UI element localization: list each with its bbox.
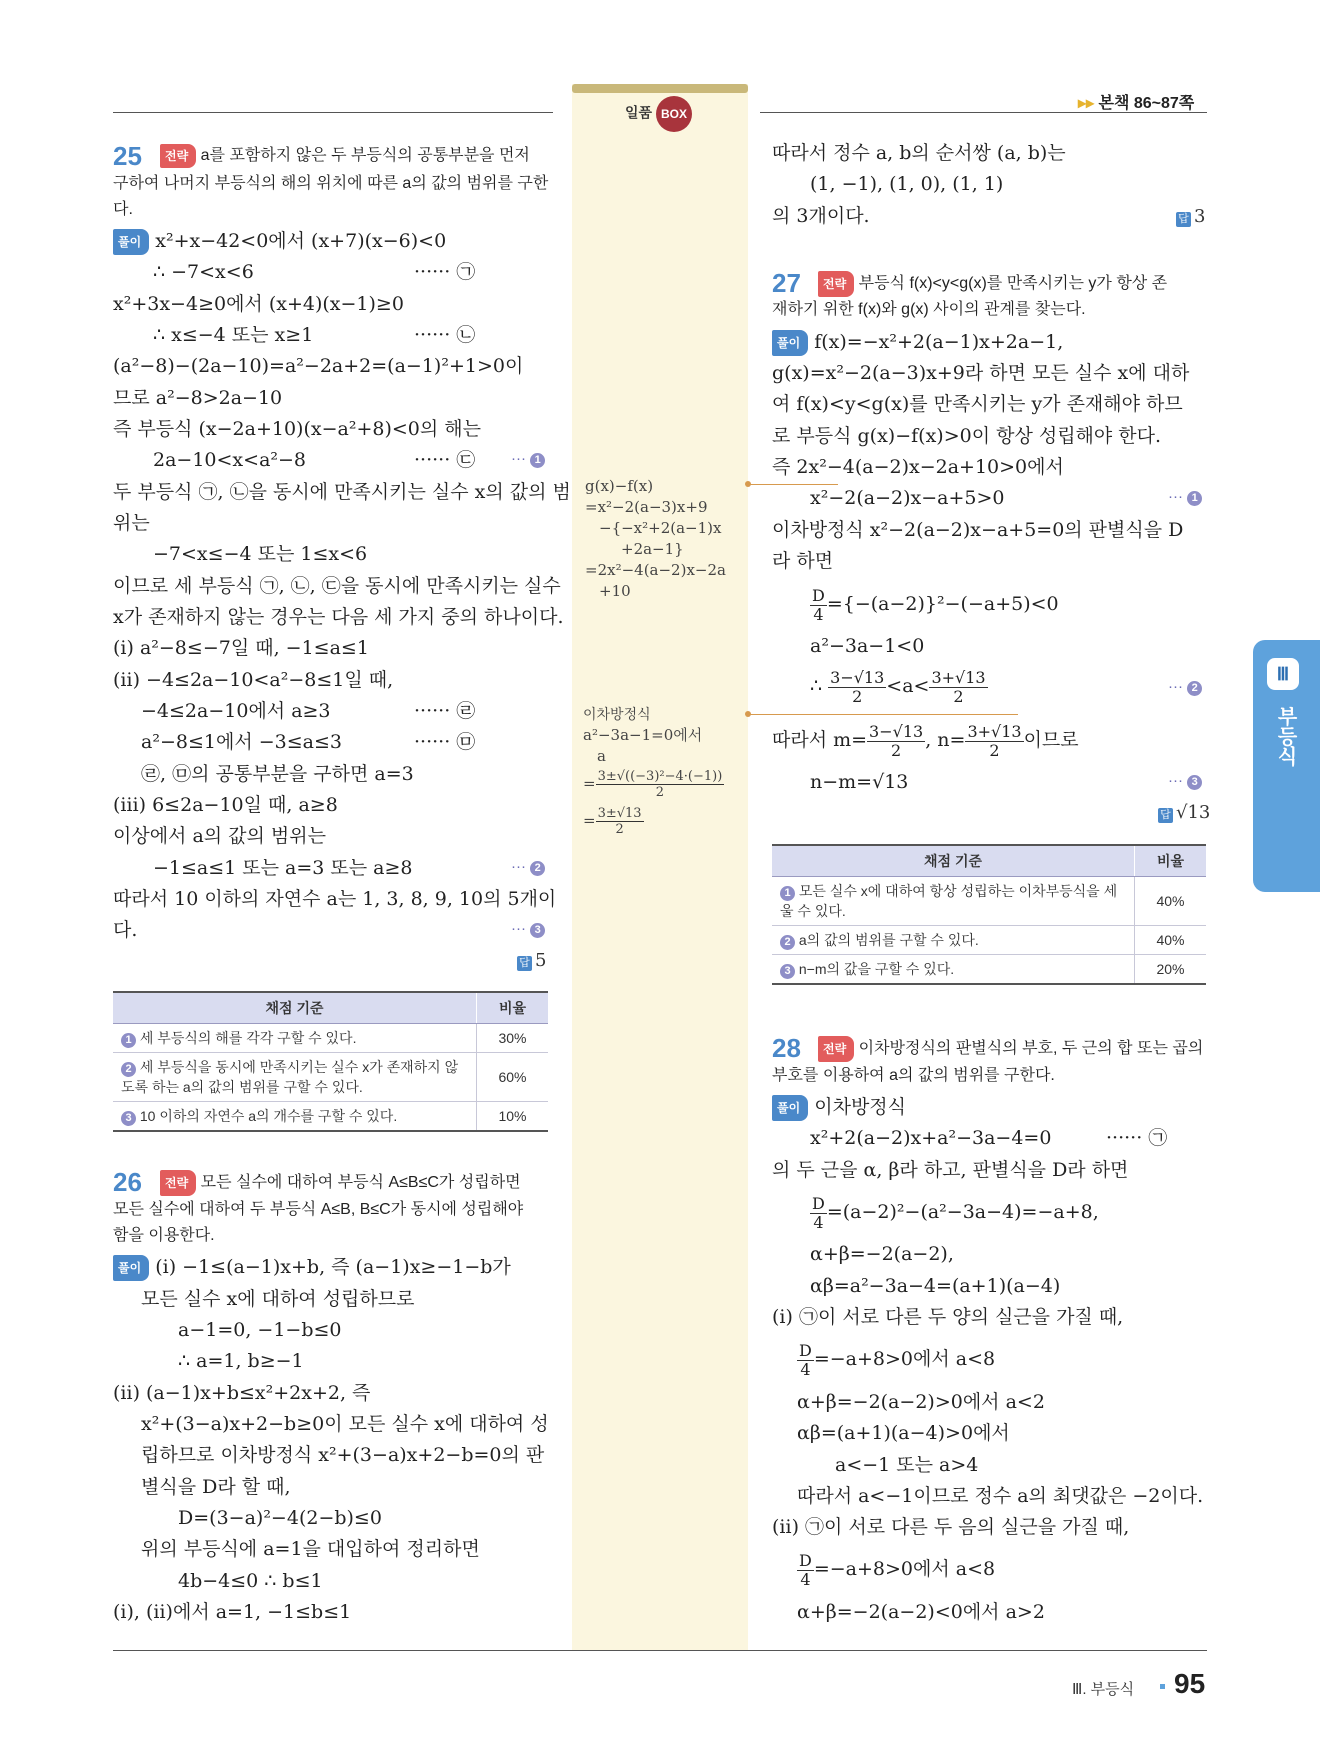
p25-line-22: 다. [113,919,138,941]
p25-line-14: (ⅱ) −4≤2a−10<a²−8≤1일 때, [113,669,394,691]
p26-line-6: 립하므로 이차방정식 x²+(3−a)x+2−b=0의 판 [141,1444,545,1466]
frac-num: 3−√13 [830,667,885,687]
p28-line-13-text: =−a+8>0에서 a<8 [813,1558,996,1580]
side-note-dot-1 [745,481,751,487]
p25-line-5: 므로 a²−8>2a−10 [113,387,283,409]
table-row [113,1102,548,1132]
p28-line-10: a<−1 또는 a>4 [835,1454,979,1476]
frac-den: 2 [953,686,964,706]
p25-line-0-text: x²+x−42<0에서 (x+7)(x−6)<0 [155,230,447,252]
p27-line-4: 즉 2x²−4(a−2)x−2a+10>0에서 [772,456,1064,478]
criteria-cell [113,1024,477,1053]
p25-line-17: ㉣, ㉤의 공통부분을 구하면 a=3 [141,763,414,785]
p26-line-5: x²+(3−a)x+2−b≥0이 모든 실수 x에 대하여 성 [141,1413,549,1435]
p28-line-3-text: =(a−2)²−(a²−3a−4)=−a+8, [826,1201,1099,1223]
frac-num: 3+√13 [931,667,986,687]
page-reference [1078,90,1194,113]
p26-cont-line-0: 따라서 정수 a, b의 순서쌍 (a, b)는 [772,142,1066,164]
p25-sol-tag: 풀이 [113,229,149,255]
p26-line-11: (ⅰ), (ⅱ)에서 a=1, −1≤b≤1 [113,1601,352,1623]
p25-grading-table [113,991,548,1132]
table-header-criteria: 채점 기준 [113,992,477,1024]
p25-line-12: x가 존재하지 않는 경우는 다음 세 가지 중의 하나이다. [113,606,564,628]
p26-answer-value: 3 [1194,206,1206,227]
p27-mark-2: ··· 2 [1168,678,1202,696]
p25-answer-value: 5 [535,950,547,971]
frac-den: 4 [800,1569,811,1589]
p25-answer [517,950,546,971]
frac-den: 4 [800,1359,811,1379]
ratio-cell: 40% [1135,877,1207,926]
mark-circle: 1 [530,453,545,468]
p28-line-2: 의 두 근을 α, β라 하고, 판별식을 D라 하면 [772,1159,1129,1181]
mark-circle: 1 [1187,491,1202,506]
p28-line-0 [772,1095,906,1121]
p25-line-11: 이므로 세 부등식 ㉠, ㉡, ㉢을 동시에 만족시키는 실수 [113,575,561,597]
frac-den: 2 [852,686,863,706]
side-note-2-num: 3±√((−3)²−4·(−1)) [597,769,723,784]
p25-line-2: x²+3x−4≥0에서 (x+4)(x−1)≥0 [113,293,404,315]
p25-strategy-line3: 다. [113,201,133,218]
table-header-ratio: 비율 [1135,845,1207,877]
side-note-2-frac-1: = $\frac{\text{3±√((−3)²−4·(−1))}}{2}$ [583,769,723,800]
criteria-text: 10 이하의 자연수 a의 개수를 구할 수 있다. [139,1108,398,1124]
p27-n-label: , n= [925,729,966,751]
table-row [113,1024,548,1053]
side-note-1-line: =x²−2(a−3)x+9 [585,498,708,516]
p26-cont-line-1: (1, −1), (1, 0), (1, 1) [810,173,1004,195]
p26-line-9: 위의 부등식에 a=1을 대입하여 정리하면 [141,1538,480,1560]
p26-answer [1176,206,1205,227]
p26-line-2: a−1=0, −1−b≤0 [178,1319,342,1341]
ratio-cell: 30% [477,1024,549,1053]
p28-line-8: α+β=−2(a−2)>0에서 a<2 [797,1391,1045,1413]
table-header-criteria: 채점 기준 [772,845,1135,877]
p26-line-0-text: (ⅰ) −1≤(a−1)x+b, 즉 (a−1)x≥−1−b가 [155,1256,511,1278]
p25-strategy-text1: a를 포함하지 않은 두 부등식의 공통부분을 먼저 [200,147,530,165]
side-note-2-line: a²−3a−1=0에서 [583,726,703,744]
p28-line-5: αβ=a²−3a−4=(a+1)(a−4) [810,1275,1061,1297]
side-note-connector-1 [748,484,838,485]
p26-line-1: 모든 실수 x에 대하여 성립하므로 [141,1288,415,1310]
p25-strategy-tag: 전략 [160,144,196,168]
p27-line-0 [772,330,1063,356]
p26-line-7: 별식을 D라 할 때, [141,1476,291,1498]
p28-line-0-text: 이차방정식 [814,1096,907,1118]
answer-icon: 답 [1158,808,1173,823]
chapter-tab[interactable] [1253,640,1320,892]
table-row [772,877,1206,926]
table-row [113,1053,548,1102]
p27-line-7: 라 하면 [772,550,834,572]
criteria-cell [113,1102,477,1132]
p25-line-6: 즉 부등식 (x−2a+10)(x−a²+8)<0의 해는 [113,418,481,440]
problem-25-number: 25 [113,141,142,171]
p28-strategy-line1 [818,1036,1203,1062]
p25-label-4: ······ ㉣ [414,700,476,722]
p26-strategy-line2: 모든 실수에 대하여 두 부등식 A≤B, B≤C가 동시에 성립해야 [113,1201,524,1218]
p28-line-14: α+β=−2(a−2)<0에서 a>2 [797,1601,1045,1623]
p26-cont-line-2: 의 3개이다. [772,205,870,227]
problem-26-number: 26 [113,1167,142,1197]
p27-line-5: x²−2(a−2)x−a+5>0 [810,487,1005,509]
p25-line-0 [113,229,446,255]
footer-dot [1160,1684,1165,1689]
table-row [772,955,1206,985]
p25-line-18: (ⅲ) 6≤2a−10일 때, a≥8 [113,794,338,816]
p25-line-15: −4≤2a−10에서 a≥3 [141,700,331,722]
p27-line-6: 이차방정식 x²−2(a−2)x−a+5=0의 판별식을 D [772,519,1184,541]
frac-den: 2 [989,740,1000,760]
side-note-1-line: −{−x²+2(a−1)x [599,519,722,537]
p28-line-11: 따라서 a<−1이므로 정수 a의 최댓값은 −2이다. [797,1485,1204,1507]
p27-sol-tag: 풀이 [772,330,808,356]
frac-num: D [799,1550,812,1570]
side-note-1 [585,476,726,602]
p25-mark-1: ··· 1 [511,450,545,468]
chapter-tab-roman: Ⅲ [1267,658,1299,690]
p25-strategy-line2: 구하여 나머지 부등식의 해의 위치에 따른 a의 값의 범위를 구한 [113,175,549,192]
page-number: 95 [1174,1668,1206,1699]
criteria-cell [772,926,1135,955]
p27-line-0-text: f(x)=−x²+2(a−1)x+2a−1, [814,331,1064,353]
p25-line-7: 2a−10<x<a²−8 [153,449,307,471]
row-number: 2 [121,1062,136,1077]
row-number: 1 [121,1033,136,1048]
p27-line-9: a²−3a−1<0 [810,635,925,657]
therefore: ∴ [810,675,823,697]
p26-line-0 [113,1255,511,1281]
p26-line-4: (ⅱ) (a−1)x+b≤x²+2x+2, 즉 [113,1382,371,1404]
p27-range-mid: <a< [886,675,930,697]
p28-line-6: (ⅰ) ㉠이 서로 다른 두 양의 실근을 가질 때, [772,1306,1124,1328]
p25-line-13: (ⅰ) a²−8≤−7일 때, −1≤a≤1 [113,637,369,659]
mark-circle: 3 [530,923,545,938]
p27-grading-table [772,844,1206,985]
ratio-cell: 40% [1135,926,1207,955]
p27-mn [772,720,1079,760]
box-title [625,96,692,132]
footer-rule [113,1650,1207,1651]
p27-discriminant [810,584,1059,624]
header-rule-left [113,112,553,113]
side-note-2-frac-2: = $\frac{3\pm√13}{2}$ [583,806,642,837]
p27-answer [1158,802,1210,823]
frac-num: D [799,1340,812,1360]
p25-line-19: 이상에서 a의 값의 범위는 [113,825,326,847]
frac-den: 4 [813,604,824,624]
p27-discriminant-text: ={−(a−2)}²−(−a+5)<0 [826,593,1059,615]
criteria-cell [772,877,1135,926]
frac-den: 2 [891,740,902,760]
frac-den: 4 [813,1212,824,1232]
ref-arrow-icon: ▸▸ [1078,95,1095,112]
middle-box-top-bar [572,84,748,93]
criteria-text: a의 값의 범위를 구할 수 있다. [798,932,979,948]
mark-circle: 3 [1187,775,1202,790]
p25-strategy-line1 [160,144,530,168]
p25-mark-2: ··· 2 [511,858,545,876]
p25-line-16: a²−8≤1에서 −3≤a≤3 [141,731,342,753]
side-note-connector-2 [748,714,1018,715]
answer-icon: 답 [1176,212,1191,227]
p25-label-2: ······ ㉡ [414,324,476,346]
p26-line-8: D=(3−a)²−4(2−b)≤0 [178,1507,382,1529]
p27-strategy-line1 [818,271,1167,297]
side-note-2 [583,704,724,837]
frac-num: 3−√13 [869,721,924,741]
p28-label: ······ ㉠ [1106,1127,1168,1149]
p25-line-9: 위는 [113,512,150,534]
frac-num: D [812,1193,825,1213]
p26-strategy-text1: 모든 실수에 대하여 부등식 A≤B≤C가 성립하면 [200,1174,521,1192]
mark-circle: 2 [1187,681,1202,696]
side-note-2-title: 이차방정식 [583,706,651,722]
side-note-2-line: a [597,747,606,765]
criteria-text: 모든 실수 x에 대하여 항상 성립하는 이차부등식을 세울 수 있다. [780,883,1118,919]
p26-strategy-tag: 전략 [160,1170,196,1196]
p27-tail: 이므로 [1023,729,1079,751]
side-note-1-line: +10 [599,582,631,600]
box-label: 일품 [625,104,653,121]
footer-section: Ⅲ. 부등식 [1072,1681,1135,1698]
p27-line-1: g(x)=x²−2(a−3)x+9라 하면 모든 실수 x에 대하 [772,362,1190,384]
side-note-1-line: +2a−1} [621,540,684,558]
p27-mark-1: ··· 1 [1168,488,1202,506]
row-number: 3 [780,964,795,979]
criteria-cell [772,955,1135,985]
p26-line-10: 4b−4≤0 ∴ b≤1 [178,1570,323,1592]
row-number: 1 [780,886,795,901]
p25-line-8: 두 부등식 ㉠, ㉡을 동시에 만족시키는 실수 x의 값의 범 [113,481,571,503]
p28-line-1: x²+2(a−2)x+a²−3a−4=0 [810,1127,1052,1149]
ratio-cell: 10% [477,1102,549,1132]
p25-line-4: (a²−8)−(2a−10)=a²−2a+2=(a−1)²+1>0이 [113,355,524,377]
criteria-cell [113,1053,477,1102]
p27-mn-prefix: 따라서 m= [772,729,868,751]
p27-line-3: 로 부등식 g(x)−f(x)>0이 항상 성립해야 한다. [772,425,1162,447]
answer-icon: 답 [517,956,532,971]
p27-answer-value: √13 [1176,802,1211,823]
p28-line-7 [797,1339,995,1379]
chapter-tab-title: 부등식 [1274,706,1296,766]
criteria-text: 세 부등식의 해를 각각 구할 수 있다. [139,1030,357,1046]
p26-line-3: ∴ a=1, b≥−1 [178,1350,304,1372]
p25-mark-3: ··· 3 [511,920,545,938]
row-number: 3 [121,1111,136,1126]
p27-line-2: 여 f(x)<y<g(x)를 만족시키는 y가 존재해야 하므 [772,393,1183,415]
side-note-1-line: =2x²−4(a−2)x−2a [585,561,726,579]
p28-strategy-line2: 부호를 이용하여 a의 값의 범위를 구한다. [772,1067,1055,1084]
mark-circle: 2 [530,861,545,876]
frac-num: 3+√13 [967,721,1022,741]
p25-label-3: ······ ㉢ [414,449,476,471]
table-row [772,926,1206,955]
p28-line-13 [797,1549,995,1589]
ratio-cell: 20% [1135,955,1207,985]
side-note-2-den: 2 [655,785,665,800]
p27-range [810,666,988,706]
p28-sol-tag: 풀이 [772,1095,808,1121]
p25-line-3: ∴ x≤−4 또는 x≥1 [153,324,314,346]
p26-sol-tag: 풀이 [113,1255,149,1281]
problem-28-number: 28 [772,1033,801,1063]
p25-label-1: ······ ㉠ [414,261,476,283]
side-note-2-den: 2 [615,822,624,837]
p27-mark-3: ··· 3 [1168,772,1202,790]
p25-line-21: 따라서 10 이하의 자연수 a는 1, 3, 8, 9, 10의 5개이 [113,888,557,910]
p27-strategy-text1: 부등식 f(x)<y<g(x)를 만족시키는 y가 항상 존 [858,275,1168,293]
criteria-text: n−m의 값을 구할 수 있다. [798,961,955,977]
p28-line-9: αβ=(a+1)(a−4)>0에서 [797,1422,1010,1444]
side-note-dot-2 [745,711,751,717]
frac-num: D [812,585,825,605]
p25-line-1: ∴ −7<x<6 [153,261,254,283]
p28-strategy-tag: 전략 [818,1036,854,1062]
p28-line-7-text: =−a+8>0에서 a<8 [813,1348,996,1370]
side-note-2-num: 3±√13 [597,806,642,821]
p28-strategy-text1: 이차방정식의 판별식의 부호, 두 근의 합 또는 곱의 [858,1040,1204,1058]
p26-strategy-line1 [160,1170,521,1196]
ratio-cell: 60% [477,1053,549,1102]
p26-strategy-line3: 함을 이용한다. [113,1227,215,1244]
p28-line-3 [810,1192,1099,1232]
problem-27-number: 27 [772,268,801,298]
p28-line-12: (ⅱ) ㉠이 서로 다른 두 음의 실근을 가질 때, [772,1516,1130,1538]
box-badge: BOX [656,96,692,132]
p27-strategy-line2: 재하기 위한 f(x)와 g(x) 사이의 관계를 찾는다. [772,301,1086,318]
p27-line-11: n−m=√13 [810,771,909,793]
p25-label-5: ······ ㉤ [414,731,476,753]
p25-line-20: −1≤a≤1 또는 a=3 또는 a≥8 [153,857,413,879]
criteria-text: 세 부등식을 동시에 만족시키는 실수 x가 존재하지 않도록 하는 a의 값의 범위를 구할 수 있다. [121,1059,459,1095]
p25-line-10: −7<x≤−4 또는 1≤x<6 [153,543,368,565]
table-header-ratio: 비율 [477,992,549,1024]
ref-text: 본책 86~87쪽 [1098,95,1195,112]
side-note-1-line: g(x)−f(x) [585,477,654,495]
p27-strategy-tag: 전략 [818,271,854,297]
p28-line-4: α+β=−2(a−2), [810,1243,954,1265]
middle-box [572,84,748,1650]
row-number: 2 [780,935,795,950]
